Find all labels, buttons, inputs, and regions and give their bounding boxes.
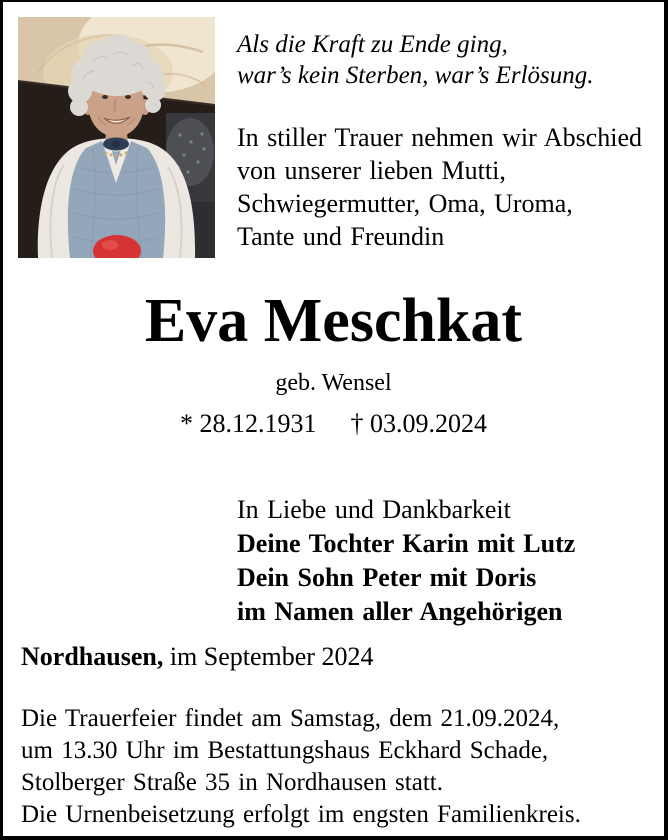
verse-line: war’s kein Sterben, war’s Erlösung. [237, 62, 594, 89]
funeral-line: Stolberger Straße 35 in Nordhausen statt. [21, 769, 443, 796]
funeral-line: Die Urnenbeisetzung erfolgt im engsten Familienkreis. [21, 801, 581, 828]
intro-line: Schwiegermutter, Oma, Uroma, [237, 189, 573, 218]
mourner-line: im Namen aller Angehörigen [237, 597, 563, 626]
intro-line: In stiller Trauer nehmen wir Abschied [237, 123, 642, 152]
intro-line: von unserer lieben Mutti, [237, 156, 506, 185]
mourners-block [237, 493, 575, 629]
deceased-name: Eva Meschkat [144, 287, 523, 355]
intro-line: Tante und Freundin [237, 222, 445, 251]
mourner-line: Dein Sohn Peter mit Doris [237, 563, 537, 592]
mourners-closing: In Liebe und Dankbarkeit [237, 495, 511, 524]
place-date-line [21, 642, 373, 672]
death-date: † 03.09.2024 [350, 409, 487, 438]
notice-date: im September 2024 [163, 642, 374, 671]
maiden-name: geb. Wensel [275, 370, 392, 396]
funeral-line: Die Trauerfeier findet am Samstag, dem 21.09.2024, [21, 705, 560, 732]
place-name: Nordhausen, [21, 642, 164, 671]
funeral-line: um 13.30 Uhr im Bestattungshaus Eckhard Schade, [21, 737, 549, 764]
life-dates [3, 410, 664, 438]
verse-line: Als die Kraft zu Ende ging, [237, 31, 508, 58]
mourner-line: Deine Tochter Karin mit Lutz [237, 529, 576, 558]
intro-paragraph [237, 121, 642, 253]
opening-verse [237, 29, 594, 91]
birth-date: * 28.12.1931 [180, 409, 317, 438]
funeral-info [21, 703, 581, 831]
portrait-photo-art [18, 17, 215, 258]
portrait-photo [18, 17, 215, 258]
